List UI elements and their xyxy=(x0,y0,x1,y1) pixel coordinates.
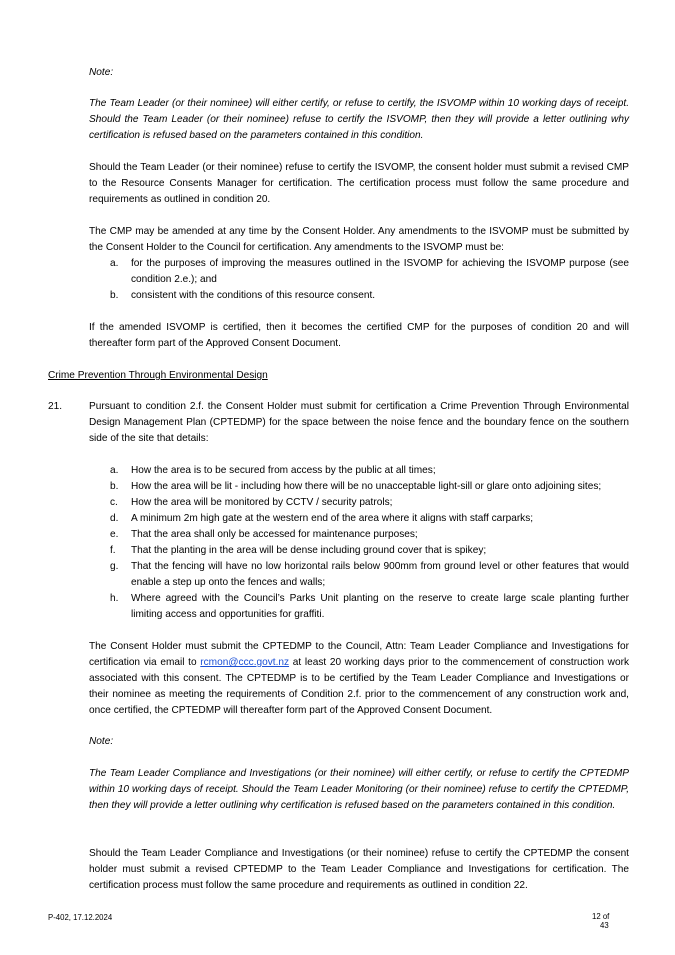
section-heading: Crime Prevention Through Environmental Design xyxy=(48,370,268,381)
list-item-label: h. xyxy=(110,593,119,604)
list-item-text: Where agreed with the Council’s Parks Unit planting on the reserve to create large scale planting further limiting access and opportunities for graffiti. xyxy=(131,593,629,620)
list-item xyxy=(110,543,629,559)
list-item-text: for the purposes of improving the measures outlined in the ISVOMP for achieving the ISVOMP purpose (see condition 2.e.); and xyxy=(131,258,629,285)
paragraph-amended-isvomp: If the amended ISVOMP is certified, then it becomes the certified CMP for the purposes of condition 20 and will thereafter form part of the Approved Consent Document. xyxy=(89,322,629,349)
list-item xyxy=(110,256,629,288)
footer-page-number xyxy=(592,912,622,930)
footer-document-ref: P-402, 17.12.2024 xyxy=(48,913,113,922)
list-item-label: d. xyxy=(110,513,119,524)
list-item-text: A minimum 2m high gate at the western end of the area where it aligns with staff carparks; xyxy=(131,513,534,524)
list-item xyxy=(110,511,629,527)
list-item xyxy=(110,463,629,479)
list-item-text: That the fencing will have no low horizontal rails below 900mm from ground level or other features that would enable a step up onto the fences and walls; xyxy=(131,561,629,588)
list-item-label: c. xyxy=(110,497,118,508)
paragraph-amend-cmp: The CMP may be amended at any time by the Consent Holder. Any amendments to the ISVOMP must be submitted by the Consent Holder to the Council for certification. Any amendments to the ISVOMP must be: xyxy=(89,226,629,253)
list-item-text: How the area will be lit - including how there will be no unacceptable light-sill or glare onto adjoining sites; xyxy=(131,481,602,492)
note-text: The Team Leader Compliance and Investigations (or their nominee) will either certify, or refuse to certify the CPTEDMP within 10 working days of receipt. Should the Team Leader Monitoring (or their nominee) refuse to certify the CPTEDMP, then they will provide a letter outlining why certification is refused based on the parameters contained in this condition. xyxy=(89,768,629,811)
list-item-text: That the planting in the area will be dense including ground cover that is spikey; xyxy=(131,545,487,556)
email-link[interactable]: rcmon@ccc.govt.nz xyxy=(200,657,290,668)
list-item-text: That the area shall only be accessed for maintenance purposes; xyxy=(131,529,418,540)
list-item-label: a. xyxy=(110,465,119,476)
list-item-label: a. xyxy=(110,258,119,269)
note-label: Note: xyxy=(89,67,114,78)
submit-text-before: The Consent Holder must submit the CPTEDMP to the Council, Attn: Team Leader Compliance and Investigations for certification via email to xyxy=(89,641,629,668)
list-item-label: b. xyxy=(110,290,119,301)
list-item-text: How the area will be monitored by CCTV / security patrols; xyxy=(131,497,393,508)
list-item-label: e. xyxy=(110,529,119,540)
list-item xyxy=(110,591,629,623)
list-item xyxy=(110,527,629,543)
submit-text-after: at least 20 working days prior to the commencement of construction work associated with this consent. The CPTEDMP is to be certified by the Team Leader Compliance and Investigations or their nominee as meeting the requirements of Condition 2.f. prior to the commencement of any construction work and, once certified, the CPTEDMP will thereafter form part of the Approved Consent Document. xyxy=(89,657,629,716)
list-item xyxy=(110,479,629,495)
note-text: The Team Leader (or their nominee) will either certify, or refuse to certify, the ISVOMP within 10 working days of receipt. Should the Team Leader (or their nominee) refuse to certify the ISVOMP, then they will provide a letter outlining why certification is refused based on the parameters contained in this condition. xyxy=(89,98,629,141)
note-label: Note: xyxy=(89,736,114,747)
condition-number: 21. xyxy=(48,401,63,412)
page-total: 43 xyxy=(600,921,609,930)
amend-list xyxy=(110,256,629,308)
condition-21-list xyxy=(110,463,629,623)
list-item xyxy=(110,559,629,591)
list-item-label: b. xyxy=(110,481,119,492)
list-item-text: How the area is to be secured from access by the public at all times; xyxy=(131,465,436,476)
condition-21-text: Pursuant to condition 2.f. the Consent Holder must submit for certification a Crime Prevention Through Environmental Design Management Plan (CPTEDMP) for the space between the noise fence and the boundary fence on the southern side of the site that details: xyxy=(89,401,629,444)
list-item xyxy=(110,495,629,511)
paragraph-submit-cptedmp xyxy=(89,639,629,719)
list-item-label: g. xyxy=(110,561,119,572)
list-item xyxy=(110,288,629,304)
page-number: 12 of xyxy=(592,912,610,921)
paragraph-refuse-cptedmp: Should the Team Leader Compliance and Investigations (or their nominee) refuse to certify the CPTEDMP the consent holder must submit a revised CPTEDMP to the Team Leader Compliance and Investigations for certification. The certification process must follow the same procedure and requirements as outlined in condition 22. xyxy=(89,848,629,891)
list-item-label: f. xyxy=(110,545,116,556)
list-item-text: consistent with the conditions of this resource consent. xyxy=(131,290,376,301)
paragraph-refuse-isvomp: Should the Team Leader (or their nominee) refuse to certify the ISVOMP, the consent holder must submit a revised CMP to the Resource Consents Manager for certification. The certification process must follow the same procedure and requirements as outlined in condition 20. xyxy=(89,162,629,205)
